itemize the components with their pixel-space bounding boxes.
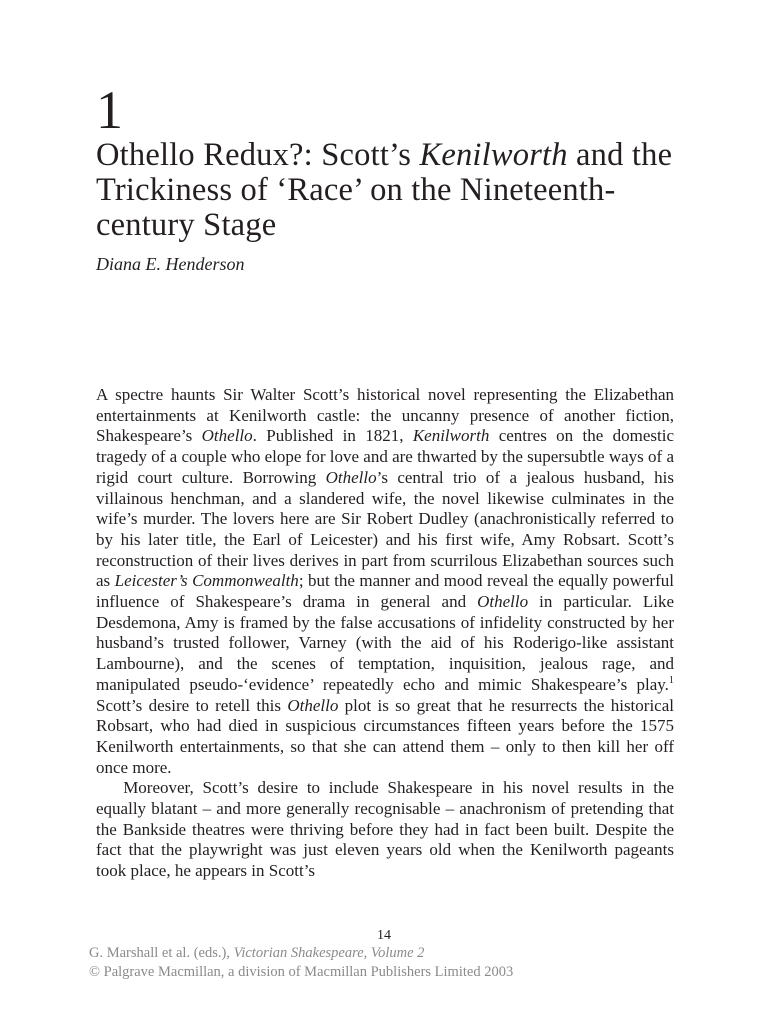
chapter-title-italic: Kenilworth: [419, 137, 568, 173]
italic-run: Othello: [287, 695, 339, 715]
body-paragraph: [96, 778, 674, 882]
italic-run: Kenilworth: [412, 426, 490, 446]
text-run: A spectre haunts Sir Walter Scott’s historical novel representing the Elizabethan entertainments at Kenilworth castle: the uncanny presence of another fiction, Shakespeare’s: [96, 385, 674, 446]
chapter-author: Diana E. Henderson: [96, 254, 245, 274]
citation-book-title: Victorian Shakespeare, Volume 2: [233, 945, 425, 961]
text-run: plot is so great that he resurrects the historical Robsart, who had died in suspicious circumstances fifteen years before the 1575 Kenilworth entertainments, so that she can attend them – only to then kill her off once more.: [96, 695, 674, 777]
body-paragraph: [96, 385, 674, 778]
chapter-number: 1: [96, 80, 123, 140]
copyright-footer: [89, 944, 513, 981]
text-run: centres on the domestic tragedy of a couple who elope for love and are thwarted by the supersubtle ways of a rigid court culture. Borrowing: [96, 426, 674, 487]
chapter-title-part2: and the Trickiness of ‘Race’ on the Nineteenth-century Stage: [96, 137, 673, 243]
text-run: Moreover, Scott’s desire to include Shakespeare in his novel results in the equally blatant – and more generally recognisable – anachronism of pretending that the Bankside theatres were thriving before they had in fact been built. Despite the fact that the playwright was just eleven years old when the Kenilworth pageants took place, he appears in Scott’s: [96, 778, 674, 881]
italic-run: Othello: [325, 467, 377, 487]
text-run: in particular. Like Desdemona, Amy is framed by the false accusations of infidelity constructed by her husband’s trusted follower, Varney (with the aid of his Roderigo-like assistant Lambourne), and the scenes of temptation, inquisition, jealous rage, and manipulated pseudo-‘evidence’ repeatedly echo and mimic Shakespeare’s play.: [96, 592, 674, 694]
text-run: Scott’s desire to retell this: [96, 695, 288, 715]
italic-run: Leicester’s Commonwealth: [114, 571, 299, 591]
chapter-title-part1: Othello Redux?: Scott’s: [96, 137, 420, 173]
text-run: . Published in 1821,: [252, 426, 413, 446]
footnote-marker: 1: [668, 674, 674, 686]
chapter-title: [96, 138, 696, 243]
italic-run: Othello: [201, 426, 253, 446]
body-text: [96, 385, 674, 882]
italic-run: Othello: [477, 592, 529, 612]
page-number: 14: [377, 928, 391, 943]
citation-line: [89, 944, 513, 963]
citation-prefix: G. Marshall et al. (eds.),: [89, 945, 234, 961]
text-run: ’s central trio of a jealous husband, his villainous henchman, and a slandered wife, the novel likewise culminates in the wife’s murder. The lovers here are Sir Robert Dudley (anachronistically referred to by his later title, the Earl of Leicester) and his first wife, Amy Robsart. Scott’s reconstruction of their lives derives in part from scurrilous Elizabethan sources such as: [96, 467, 674, 591]
text-run: ; but the manner and mood reveal the equally powerful influence of Shakespeare’s drama in general and: [96, 571, 674, 612]
copyright-line: © Palgrave Macmillan, a division of Macmillan Publishers Limited 2003: [89, 963, 514, 980]
